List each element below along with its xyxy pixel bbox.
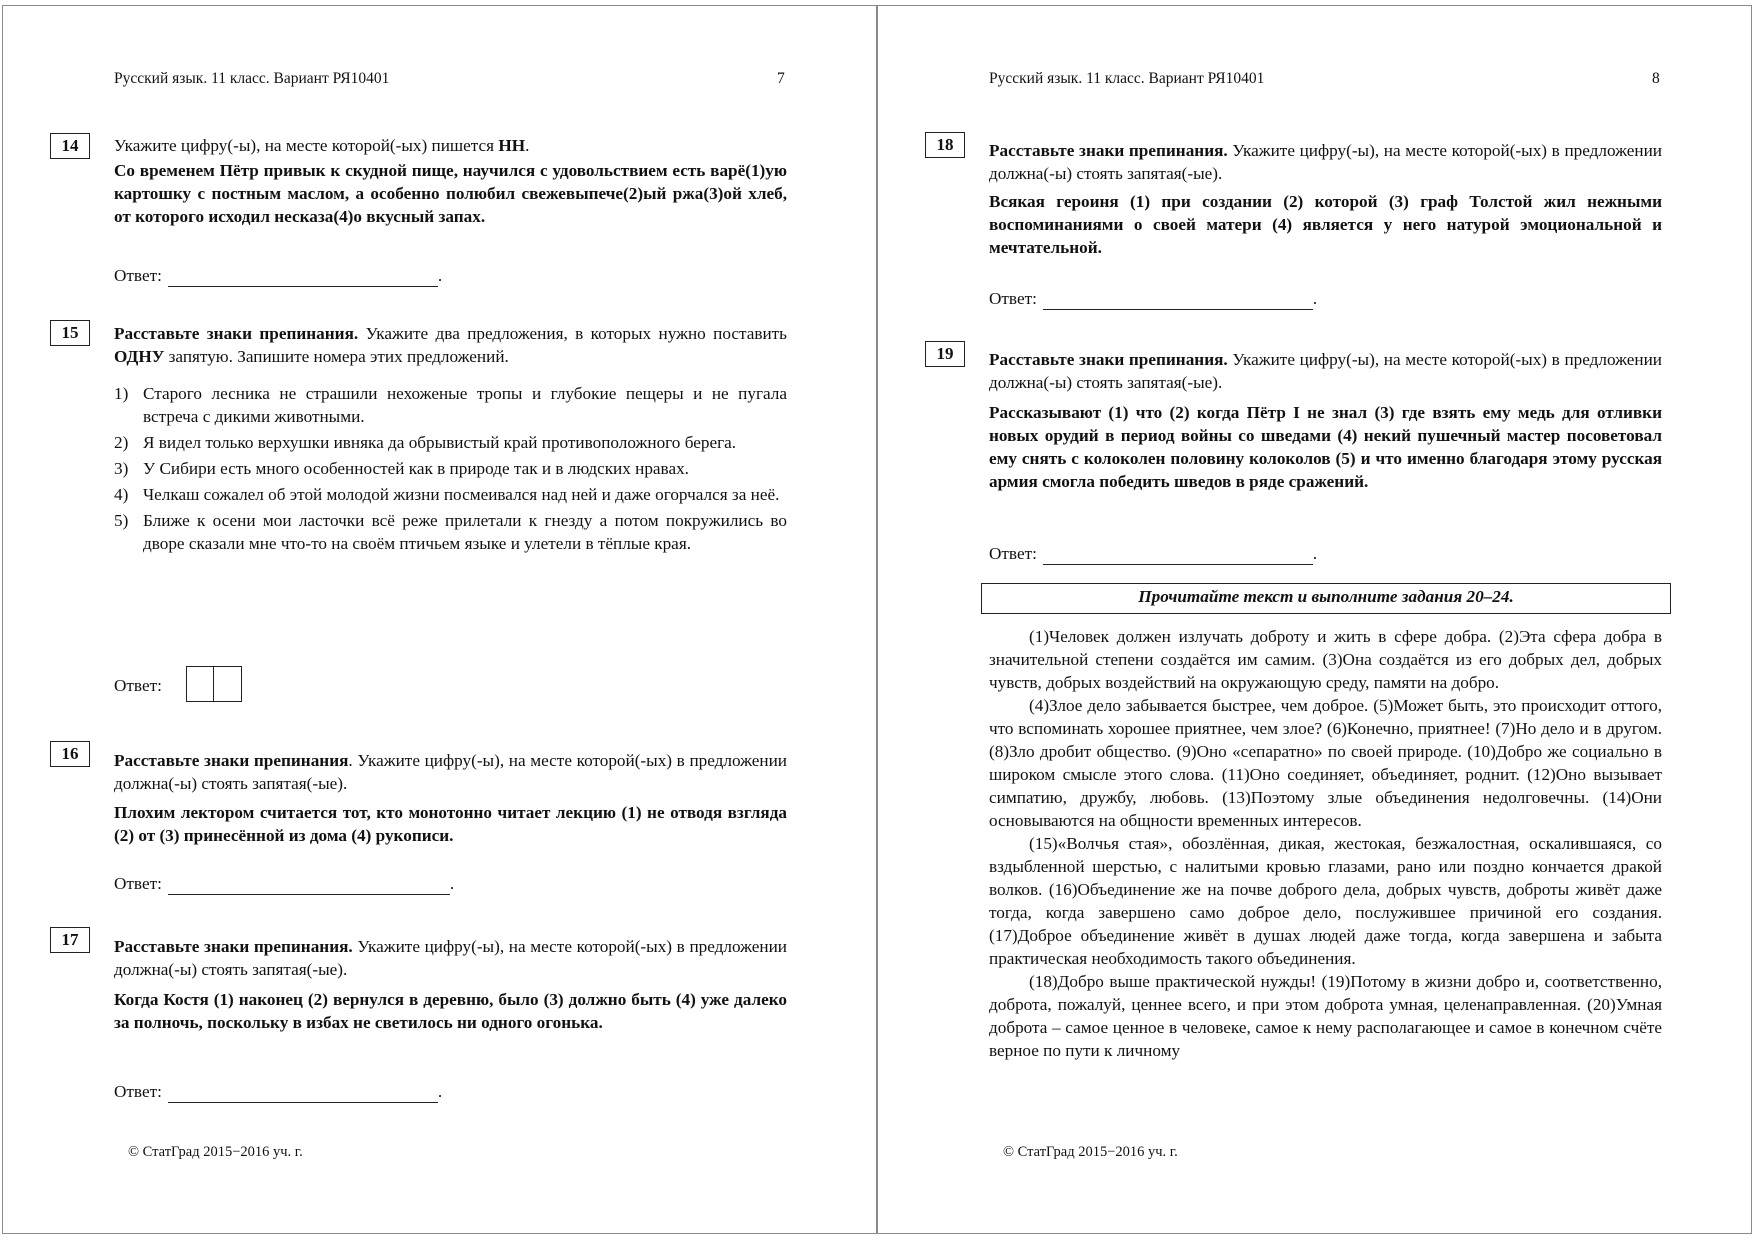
list-item: 5) Ближе к осени мои ласточки всё реже прилетали к гнезду а потом покружились во дворе сказали мне что-то на своём птичьем языке и улетели в тёплые края. bbox=[114, 511, 787, 553]
question-19-prompt: Расставьте знаки препинания. Укажите цифру(-ы), на месте которой(-ых) в предложении должна(-ы) стоять запятая(-ые). bbox=[989, 350, 1662, 392]
question-18-prompt: Расставьте знаки препинания. Укажите цифру(-ы), на месте которой(-ых) в предложении должна(-ы) стоять запятая(-ые). bbox=[989, 141, 1662, 183]
question-18-task: Всякая героиня (1) при создании (2) которой (3) граф Толстой жил нежными воспоминаниями о своей матери (4) является у него натурой эмоциональной и мечтательной. bbox=[989, 192, 1662, 257]
answer-field[interactable]: Ответ: bbox=[114, 666, 242, 708]
question-number: 14 bbox=[50, 133, 90, 159]
page-footer: © СтатГрад 2015−2016 уч. г. bbox=[128, 1144, 303, 1160]
question-19-task: Рассказывают (1) что (2) когда Пётр I не знал (3) где взять ему медь для отливки новых орудий в период войны со шведами (4) некий пушечный мастер посоветовал ему снять с колоколен половину колоколов (5) и что именно благодаря этому русская армия смогла победить шведов в ряде сражений. bbox=[989, 403, 1662, 491]
question-15-options bbox=[114, 382, 787, 558]
question-15-prompt: Расставьте знаки препинания. Укажите два предложения, в которых нужно поставить ОДНУ запятую. Запишите номера этих предложений. bbox=[114, 324, 788, 366]
answer-line[interactable] bbox=[1043, 291, 1313, 310]
paragraph: (15)«Волчья стая», обозлённая, дикая, жестокая, безжалостная, оскалившаяся, со вздыбленной шерстью, с налитыми кровью глазами, рано или поздно кончается дракой волков. (16)Объединение же на почве доброго дела, добрых чувств, доброты живёт даже тогда, когда завершено само доброе дело, послужившее причиной его создания. (17)Доброе объединение живёт в душах людей даже тогда, когда завершена и забыта практическая необходимость такого объединения. bbox=[989, 834, 1662, 968]
question-16-prompt: Расставьте знаки препинания. Укажите цифру(-ы), на месте которой(-ых) в предложении должна(-ы) стоять запятая(-ые). bbox=[114, 751, 787, 793]
answer-field[interactable]: Ответ: . bbox=[114, 1082, 443, 1101]
question-16-task: Плохим лектором считается тот, кто монотонно читает лекцию (1) не отводя взгляда (2) от (3) принесённой из дома (4) рукописи. bbox=[114, 803, 787, 845]
list-item: 2) Я видел только верхушки ивняка да обрывистый край противоположного берега. bbox=[114, 433, 737, 452]
question-number: 17 bbox=[50, 927, 90, 953]
answer-field[interactable]: Ответ: . bbox=[989, 544, 1318, 563]
question-number: 15 bbox=[50, 320, 90, 346]
answer-line[interactable] bbox=[168, 876, 450, 895]
answer-box[interactable] bbox=[186, 666, 214, 702]
question-number: 18 bbox=[925, 132, 965, 158]
answer-line[interactable] bbox=[168, 1084, 438, 1103]
question-17-prompt: Расставьте знаки препинания. Укажите цифру(-ы), на месте которой(-ых) в предложении должна(-ы) стоять запятая(-ые). bbox=[114, 937, 787, 979]
answer-box[interactable] bbox=[214, 666, 242, 702]
page-right bbox=[877, 5, 1752, 1234]
question-14-task: Со временем Пётр привык к скудной пище, научился с удовольствием есть варё(1)ую картошку с постным маслом, а особенно полюбил свежевыпече(2)ый ржа(3)ой хлеб, от которого исходил несказа(4)о вкусный запах. bbox=[114, 161, 787, 226]
page-number: 7 bbox=[777, 70, 785, 87]
paragraph: (4)Злое дело забывается быстрее, чем доброе. (5)Может быть, это происходит оттого, что вспоминать хорошее приятнее, чем злое? (6)Конечно, приятнее! (7)Но дело и в другом. (8)Зло дробит общество. (9)Оно «сепаратно» по своей природе. (10)Добро же социально в широком смысле этого слова. (11)Оно соединяет, объединяет, роднит. (12)Оно вызывает симпатию, дружбу, любовь. (13)Поэтому злые объединения недолговечны. (14)Они основываются на общности временных интересов. bbox=[989, 696, 1662, 830]
list-item: 4) Челкаш сожалел об этой молодой жизни посмеивался над ней и даже огорчался за неё. bbox=[114, 485, 780, 504]
paragraph: (18)Добро выше практической нужды! (19)Потому в жизни добро и, соответственно, доброта, пожалуй, ценнее всего, и при этом доброта умная, целенаправленная. (20)Умная доброта – самое ценное в человеке, самое к нему располагающее и самое в конечном счёте верное по пути к личному bbox=[989, 972, 1662, 1060]
answer-field[interactable]: Ответ: . bbox=[989, 289, 1318, 308]
answer-boxes[interactable] bbox=[186, 666, 242, 708]
page-footer: © СтатГрад 2015−2016 уч. г. bbox=[1003, 1144, 1178, 1160]
page-header: Русский язык. 11 класс. Вариант РЯ10401 bbox=[114, 70, 390, 87]
page-left bbox=[2, 5, 877, 1234]
reading-text bbox=[989, 625, 1662, 1062]
question-number: 19 bbox=[925, 341, 965, 367]
page-number: 8 bbox=[1652, 70, 1660, 87]
list-item: 3) У Сибири есть много особенностей как в природе так и в людских нравах. bbox=[114, 459, 689, 478]
question-number: 16 bbox=[50, 741, 90, 767]
question-17-task: Когда Костя (1) наконец (2) вернулся в деревню, было (3) должно быть (4) уже далеко за полночь, поскольку в избах не светилось ни одного огонька. bbox=[114, 990, 787, 1032]
reading-task-banner: Прочитайте текст и выполните задания 20–24. bbox=[981, 583, 1671, 614]
paragraph: (1)Человек должен излучать доброту и жить в сфере добра. (2)Эта сфера добра в значительной степени создаётся им самим. (3)Она создаётся из его добрых дел, добрых чувств, добрых воздействий на окружающую среду, памяти на добро. bbox=[989, 627, 1662, 692]
answer-line[interactable] bbox=[1043, 546, 1313, 565]
page-header: Русский язык. 11 класс. Вариант РЯ10401 bbox=[989, 70, 1265, 87]
answer-field[interactable]: Ответ: . bbox=[114, 874, 455, 893]
question-14-prompt: Укажите цифру(-ы), на месте которой(-ых) пишется НН. bbox=[114, 136, 530, 155]
answer-line[interactable] bbox=[168, 268, 438, 287]
list-item: 1) Старого лесника не страшили нехоженые тропы и глубокие пещеры и не пугала встреча с дикими животными. bbox=[114, 384, 787, 426]
answer-field[interactable]: Ответ: . bbox=[114, 266, 443, 285]
